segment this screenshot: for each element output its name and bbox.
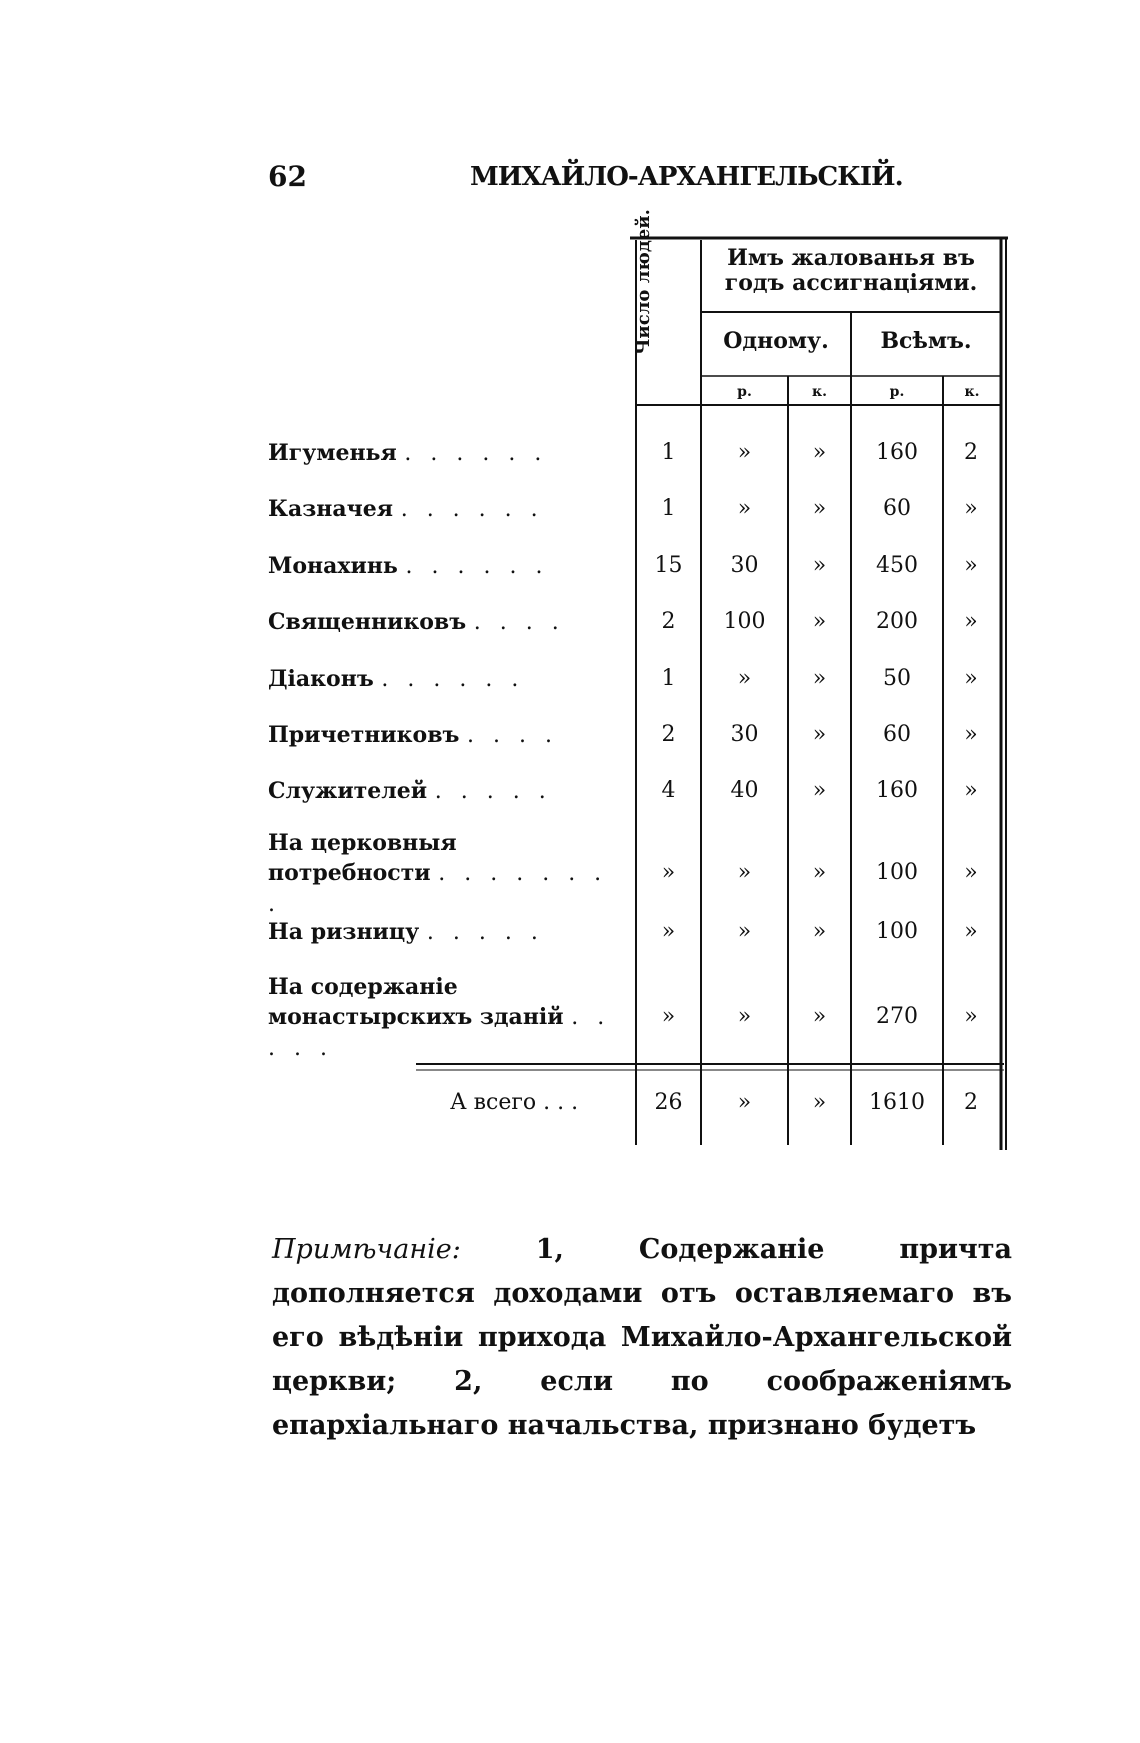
row-count: 15 xyxy=(654,553,683,578)
row-one-rub: 30 xyxy=(730,722,759,747)
row-all-rub: 160 xyxy=(876,440,918,465)
row-all-rub: 200 xyxy=(876,609,918,634)
leader-dots: . . . . . . xyxy=(400,497,544,522)
row-all-rub: 50 xyxy=(883,666,911,691)
kop-header: к. xyxy=(964,384,980,400)
row-label-text: Діаконъ xyxy=(268,666,374,692)
row-label xyxy=(268,551,623,582)
row-count: 2 xyxy=(661,609,676,634)
kop-header: к. xyxy=(812,384,827,400)
row-one-rub: » xyxy=(737,1004,752,1029)
leader-dots: . . . . . . . . xyxy=(268,861,608,917)
total-count: 26 xyxy=(654,1090,683,1115)
row-all-rub: 100 xyxy=(876,919,918,944)
leader-dots: . . . . . . xyxy=(381,667,525,692)
row-all-rub: 100 xyxy=(876,860,918,885)
row-count: 1 xyxy=(661,666,676,691)
row-label-text: Монахинь xyxy=(268,553,398,579)
row-label-text: Причетниковъ xyxy=(268,722,460,748)
row-count: » xyxy=(661,860,676,885)
row-label xyxy=(268,917,623,948)
row-one-kop: » xyxy=(812,1004,827,1029)
row-count: » xyxy=(661,919,676,944)
count-column-header: Число людей. xyxy=(633,209,654,355)
row-all-kop: » xyxy=(964,919,978,944)
row-one-kop: » xyxy=(812,609,827,634)
leader-dots: . . . . . xyxy=(434,779,552,804)
row-count: 2 xyxy=(661,722,676,747)
row-label-text: На содержаніе монастырскихъ зданій xyxy=(268,974,564,1030)
row-one-kop: » xyxy=(812,553,827,578)
row-one-kop: » xyxy=(812,778,827,803)
leader-dots: . . . . . xyxy=(426,920,544,945)
row-all-rub: 60 xyxy=(883,722,911,747)
row-one-rub: 40 xyxy=(730,778,759,803)
row-label xyxy=(268,494,623,525)
salary-header: Имъ жалованья въ годъ ассигнаціями. xyxy=(724,245,978,297)
row-one-kop: » xyxy=(812,496,827,521)
rub-header: р. xyxy=(889,384,905,400)
footnote-lead: Примѣчаніе: xyxy=(272,1234,461,1265)
row-all-kop: » xyxy=(964,609,978,634)
row-count: 1 xyxy=(661,496,676,521)
total-one-kop: » xyxy=(812,1090,827,1115)
leader-dots: . . . . xyxy=(467,723,558,748)
row-one-rub: » xyxy=(737,440,752,465)
rub-header: р. xyxy=(737,384,752,400)
row-one-kop: » xyxy=(812,666,827,691)
total-all-rub: 1610 xyxy=(869,1090,925,1115)
row-label xyxy=(268,664,623,695)
row-label xyxy=(268,972,623,1064)
per-person-header: Одному. xyxy=(723,328,829,354)
row-all-kop: » xyxy=(964,860,978,885)
row-label-text: Игуменья xyxy=(268,440,397,466)
row-label-text: На ризницу xyxy=(268,919,420,945)
row-label-text: Священниковъ xyxy=(268,609,467,635)
row-all-kop: » xyxy=(964,496,978,521)
row-label xyxy=(268,776,623,807)
row-all-rub: 60 xyxy=(883,496,911,521)
footnote-text: 1, Содержаніе причта дополняется доходами отъ оставляемаго въ его вѣдѣніи прихода Михайло-Архангельской церкви; 2, если по соображеніямъ епархіальнаго начальства, признано будетъ xyxy=(272,1234,1012,1441)
row-one-rub: » xyxy=(737,860,752,885)
footnote xyxy=(272,1228,1012,1448)
row-all-kop: » xyxy=(964,722,978,747)
row-label-text: Казначея xyxy=(268,496,394,522)
row-label xyxy=(268,438,623,469)
row-all-kop: » xyxy=(964,778,978,803)
row-all-rub: 160 xyxy=(876,778,918,803)
page-number: 62 xyxy=(268,160,307,193)
row-label-text: Служителей xyxy=(268,778,428,804)
row-all-kop: » xyxy=(964,666,978,691)
row-one-rub: » xyxy=(737,666,752,691)
row-count: » xyxy=(661,1004,676,1029)
row-label xyxy=(268,720,623,751)
row-one-rub: 100 xyxy=(723,609,766,634)
row-one-rub: 30 xyxy=(730,553,759,578)
row-one-kop: » xyxy=(812,722,827,747)
total-header: Всѣмъ. xyxy=(880,328,972,354)
row-count: 4 xyxy=(661,778,676,803)
leader-dots: . . . . . . xyxy=(405,554,549,579)
total-all-kop: 2 xyxy=(964,1090,978,1115)
row-all-kop: 2 xyxy=(964,440,978,465)
row-one-rub: » xyxy=(737,496,752,521)
row-all-rub: 270 xyxy=(876,1004,918,1029)
leader-dots: . . . . xyxy=(473,610,565,635)
row-label xyxy=(268,828,623,920)
row-one-rub: » xyxy=(737,919,752,944)
row-count: 1 xyxy=(661,440,676,465)
row-one-kop: » xyxy=(812,860,827,885)
row-one-kop: » xyxy=(812,440,827,465)
row-all-rub: 450 xyxy=(876,553,918,578)
running-title: МИХАЙЛО-АРХАНГЕЛЬСКІЙ. xyxy=(470,162,903,192)
row-label xyxy=(268,607,623,638)
row-all-kop: » xyxy=(964,553,978,578)
total-one-rub: » xyxy=(737,1090,752,1115)
leader-dots: . . . . . xyxy=(268,1005,611,1061)
total-label: А всего . . . xyxy=(450,1090,579,1115)
row-label-text: На церковныя потребности xyxy=(268,830,457,886)
leader-dots: . . . . . . xyxy=(404,441,548,466)
row-all-kop: » xyxy=(964,1004,978,1029)
row-one-kop: » xyxy=(812,919,827,944)
